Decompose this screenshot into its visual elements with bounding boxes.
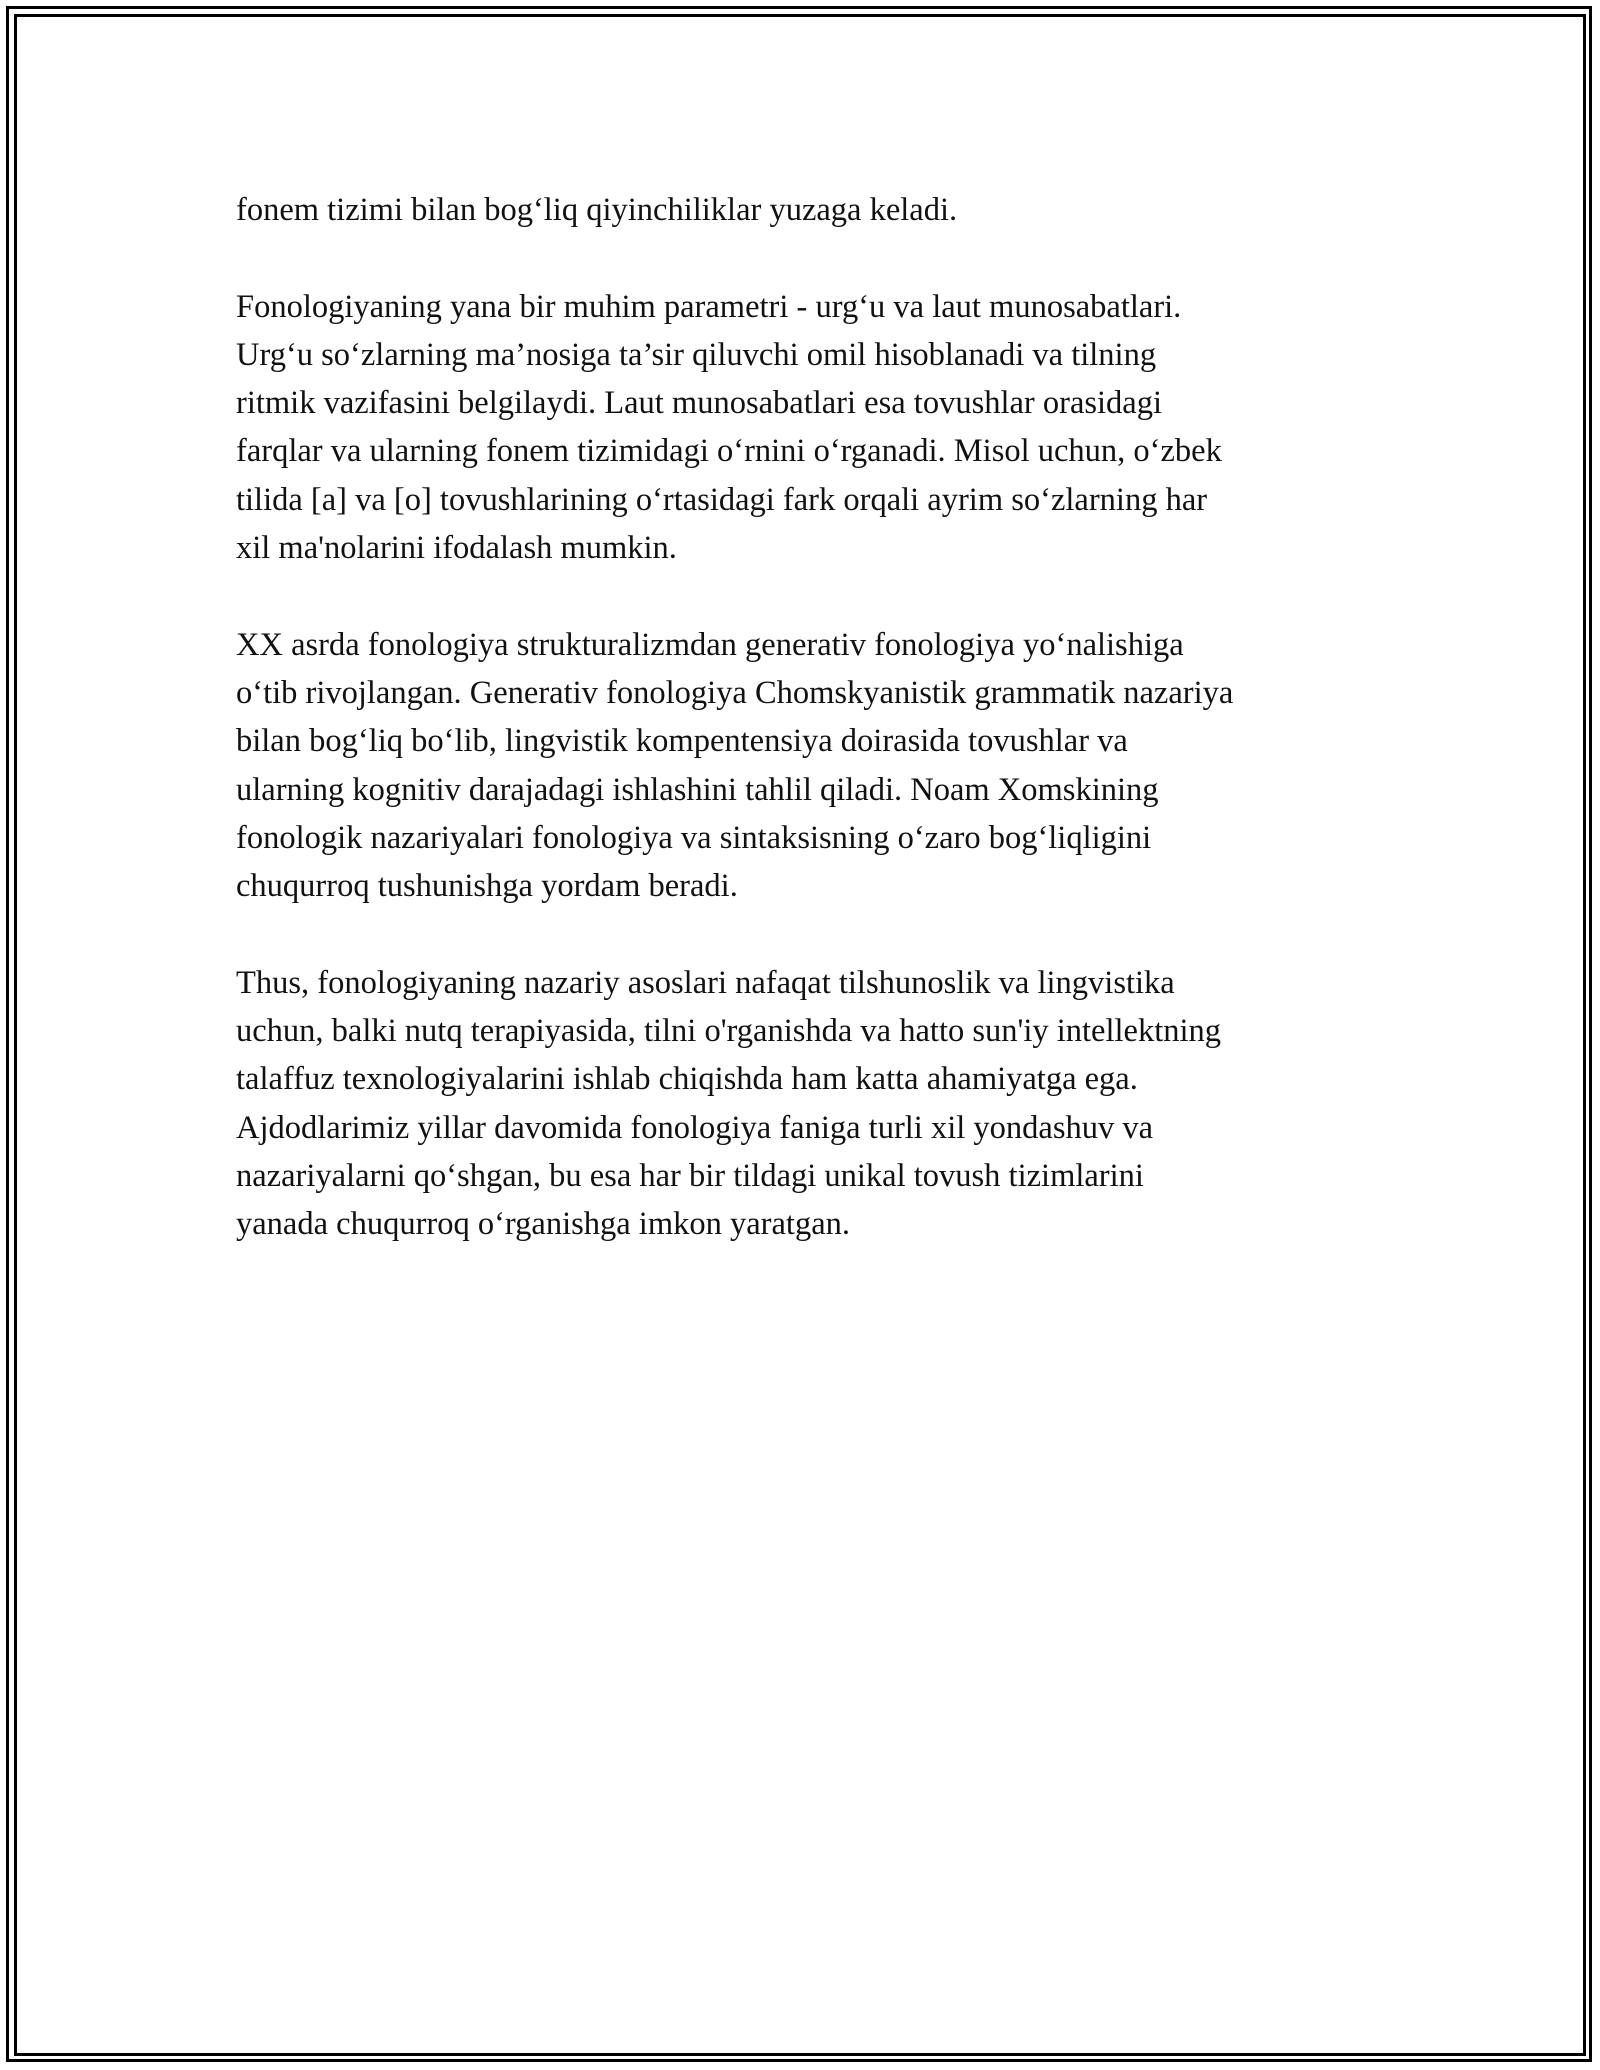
text-line: uchun, balki nutq terapiyasida, tilni o'rganishda va hatto sun'iy intellektning [236,1013,1222,1050]
text-line: Fonologiyaning yana bir muhim parametri - urg‘u va laut munosabatlari. [236,288,1182,325]
paragraph-4 [236,959,1386,1249]
paragraph-2 [236,283,1386,573]
text-line: fonologik nazariyalari fonologiya va sintaksisning o‘zaro bog‘liqligini [236,819,1152,856]
text-line: ularning kognitiv darajadagi ishlashini tahlil qiladi. Noam Xomskining [236,771,1159,808]
paragraph-3 [236,621,1386,911]
text-line: Ajdodlarimiz yillar davomida fonologiya faniga turli xil yondashuv va [236,1109,1154,1146]
text-line: o‘tib rivojlangan. Generativ fonologiya Chomskyanistik grammatik nazariya [236,674,1234,711]
text-line: talaffuz texnologiyalarini ishlab chiqishda ham katta ahamiyatga ega. [236,1061,1138,1098]
text-line: ritmik vazifasini belgilaydi. Laut munosabatlari esa tovushlar orasidagi [236,385,1162,422]
text-line: xil ma'nolarini ifodalash mumkin. [236,530,677,567]
text-line: fonem tizimi bilan bog‘liq qiyinchiliklar yuzaga keladi. [236,192,958,228]
text-line: chuqurroq tushunishga yordam beradi. [236,868,738,905]
text-line: nazariyalarni qo‘shgan, bu esa har bir tildagi unikal tovush tizimlarini [236,1157,1144,1194]
text-line: yanada chuqurroq o‘rganishga imkon yaratgan. [236,1206,850,1243]
paragraph-1 [236,186,1386,234]
text-line: tilida [a] va [o] tovushlarining o‘rtasidagi fark orqali ayrim so‘zlarning har [236,481,1208,518]
text-line: XX asrda fonologiya strukturalizmdan generativ fonologiya yo‘nalishiga [236,626,1184,663]
text-line: Thus, fonologiyaning nazariy asoslari nafaqat tilshunoslik va lingvistika [236,964,1175,1001]
document-body [236,186,1386,1297]
text-line: Urg‘u so‘zlarning ma’nosiga ta’sir qiluvchi omil hisoblanadi va tilning [236,336,1157,373]
text-line: bilan bog‘liq bo‘lib, lingvistik kompentensiya doirasida tovushlar va [236,723,1128,760]
text-line: farqlar va ularning fonem tizimidagi o‘rnini o‘rganadi. Misol uchun, o‘zbek [236,433,1222,470]
